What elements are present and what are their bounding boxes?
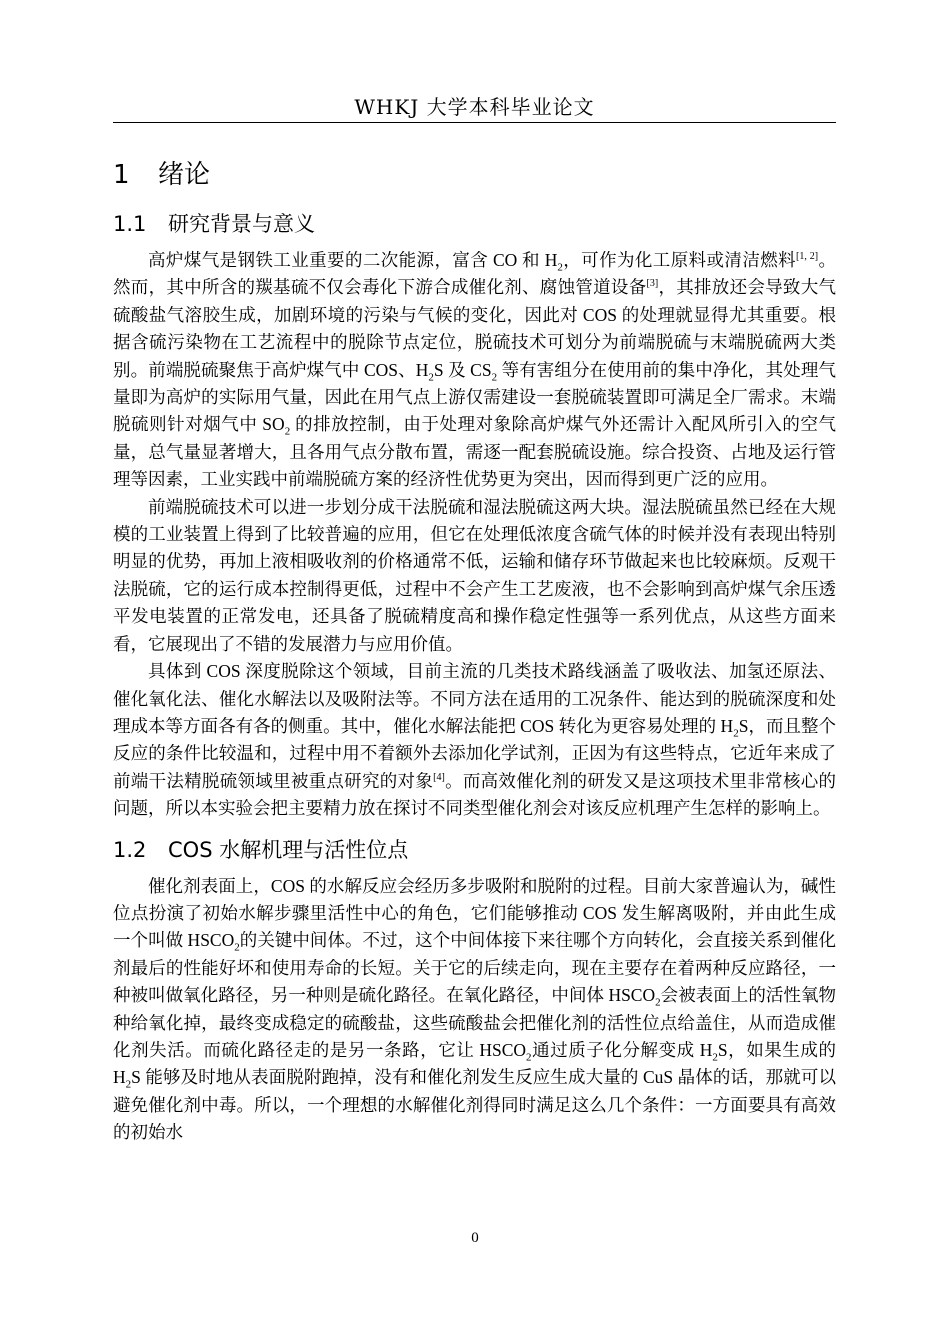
citation: [3] xyxy=(646,278,659,290)
page-body xyxy=(113,155,836,1147)
running-header: WHKJ 大学本科毕业论文 xyxy=(113,92,836,123)
section-heading-1-1 xyxy=(113,207,836,241)
page-number: 0 xyxy=(471,1230,479,1246)
section-number: 1.2 xyxy=(113,837,147,862)
section-number: 1.1 xyxy=(113,212,147,236)
section-heading-1-2 xyxy=(113,833,836,867)
chapter-number: 1 xyxy=(113,160,130,190)
paragraph: 前端脱硫技术可以进一步划分成干法脱硫和湿法脱硫这两大块。湿法脱硫虽然已经在大规模的工业装置上得到了比较普遍的应用，但它在处理低浓度含硫气体的时候并没有表现出特别明显的优势，再加上液相吸收剂的价格通常不低，运输和储存环节做起来也比较麻烦。反观干法脱硫，它的运行成本控制得更低，过程中不会产生工艺废液，也不会影响到高炉煤气余压透平发电装置的正常发电，还具备了脱硫精度高和操作稳定性强等一系列优点，从这些方面来看，它展现出了不错的发展潜力与应用价值。 xyxy=(113,496,836,654)
section-title: COS 水解机理与活性位点 xyxy=(168,837,409,862)
paragraph: 具体到 COS 深度脱除这个领域，目前主流的几类技术路线涵盖了吸收法、加氢还原法、催化氧化法、催化水解法以及吸附法等。不同方法在适用的工况条件、能达到的脱硫深度和处理成本等方面各有各的侧重。其中，催化水解法能把 COS 转化为更容易处理的 $H_2S$，而且整个反应的条件比较温和，过程中用不着额外去添加化学试剂，正因为有这些特点，它近年来成了前端干法精脱硫领域里被重点研究的对象[4]。而高效催化剂的研发又是这项技术里非常核心的问题，所以本实验会把主要精力放在探讨不同类型催化剂会对该反应机理产生怎样的影响上。 xyxy=(113,661,837,819)
citation: [1, 2] xyxy=(796,251,819,263)
citation: [4] xyxy=(433,771,445,783)
section-title: 研究背景与意义 xyxy=(168,212,315,236)
chapter-title: 绪论 xyxy=(158,160,211,190)
paragraph: 催化剂表面上，COS 的水解反应会经历多步吸附和脱附的过程。目前大家普遍认为，碱性位点扮演了初始水解步骤里活性中心的角色，它们能够推动 COS 发生解离吸附，并由此生成一个叫做 $HSCO_2$的关键中间体。不过，这个中间体接下来往哪个方向转化，会直接关系到催化剂最后的性能好坏和使用寿命的长短。关于它的后续走向，现在主要存在着两种反应路径，一种被叫做氧化路径，另一种则是硫化路径。在氧化路径，中间体 $HSCO_2$会被表面上的活性氧物种给氧化掉，最终变成稳定的硫酸盐，这些硫酸盐会把催化剂的活性位点给盖住，从而造成催化剂失活。而硫化路径走的是另一条路，它让 $HSCO_2$通过质子化分解变成 $H_2S$，如果生成的 $H_2S$ 能够及时地从表面脱附跑掉，没有和催化剂发生反应生成大量的 CuS 晶体的话，那就可以避免催化剂中毒。所以，一个理想的水解催化剂得同时满足这么几个条件：一方面要具有高效的初始水 xyxy=(113,875,837,1143)
paragraph: 高炉煤气是钢铁工业重要的二次能源，富含 CO 和 $H_2$，可作为化工原料或清洁燃料[1, 2]。然而，其中所含的羰基硫不仅会毒化下游合成催化剂、腐蚀管道设备[3]，其排放还会导致大气硫酸盐气溶胶生成，加剧环境的污染与气候的变化，因此对 COS 的处理就显得尤其重要。根据含硫污染物在工艺流程中的脱除节点定位，脱硫技术可划分为前端脱硫与末端脱硫两大类别。前端脱硫聚焦于高炉煤气中 COS、$H_2S$ 及 $CS_2$ 等有害组分在使用前的集中净化，其处理气量即为高炉的实际用气量，因此在用气点上游仅需建设一套脱硫装置即可满足全厂需求。末端脱硫则针对烟气中 $SO_2$ 的排放控制，由于处理对象除高炉煤气外还需计入配风所引入的空气量，总气量显著增大，且各用气点分散布置，需逐一配套脱硫设施。综合投资、占地及运行管理等因素，工业实践中前端脱硫方案的经济性优势更为突出，因而得到更广泛的应用。 xyxy=(113,250,837,490)
chapter-heading xyxy=(113,155,836,195)
